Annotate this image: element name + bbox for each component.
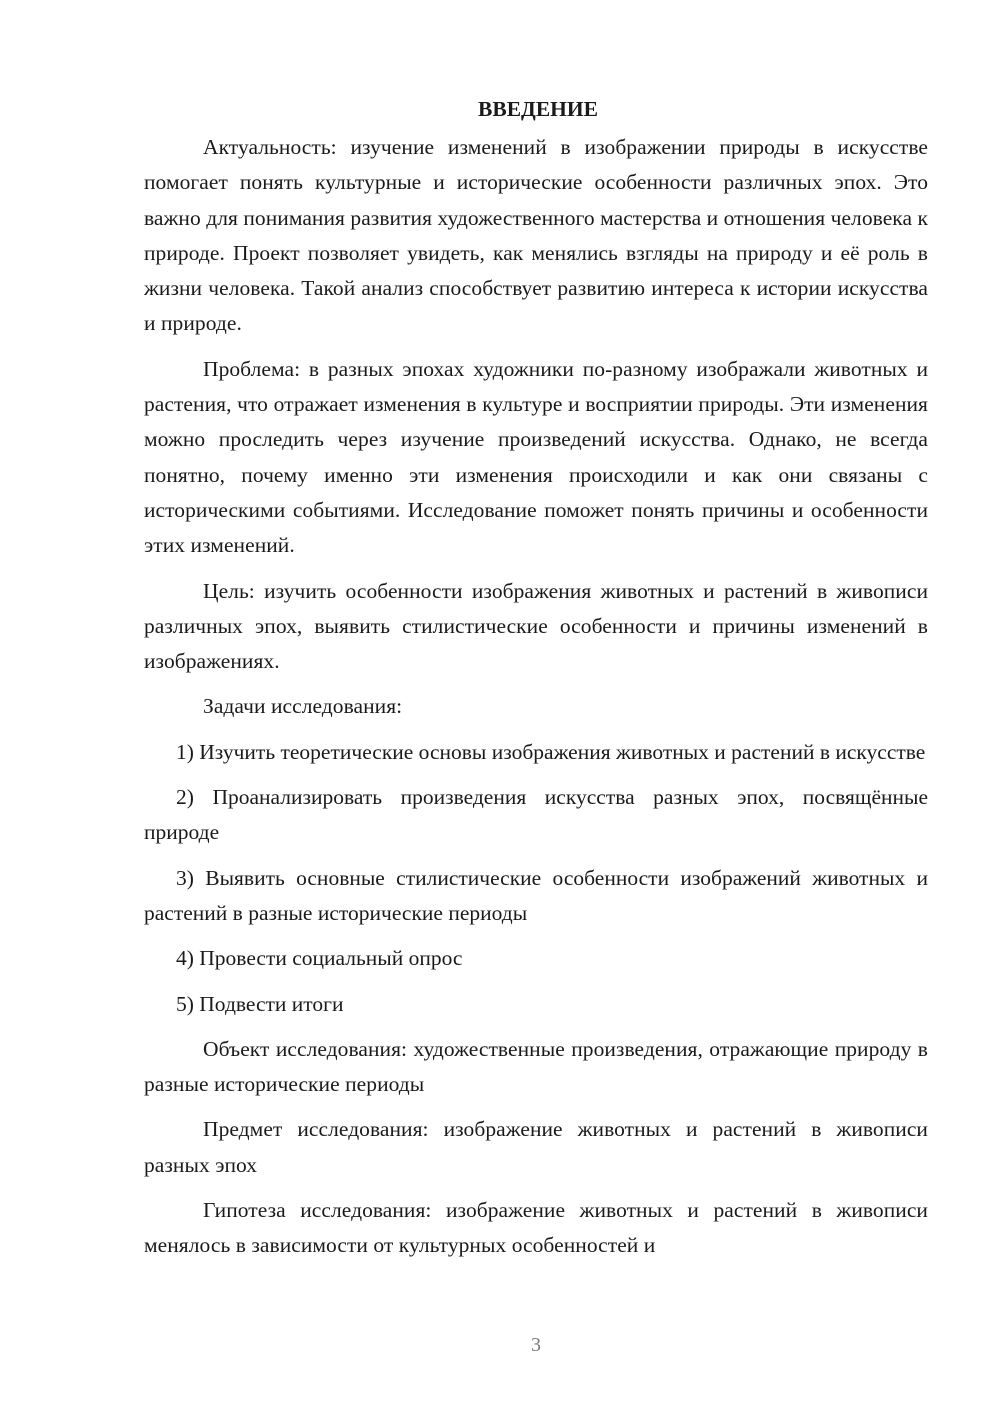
paragraph-object: Объект исследования: художественные произведения, отражающие природу в разные исторические периоды bbox=[144, 1036, 928, 1097]
task-item-2: 2) Проанализировать произведения искусства разных эпох, посвящённые природе bbox=[144, 785, 928, 845]
paragraph-goal: Цель: изучить особенности изображения животных и растений в живописи различных эпох, выявить стилистические особенности и причины изменений в изображениях. bbox=[144, 578, 928, 674]
paragraph-problem: Проблема: в разных эпохах художники по-разному изображали животных и растения, что отражает изменения в культуре и восприятии природы. Эти изменения можно проследить через изучение произведений искусства. Однако, не всегда понятно, почему именно эти изменения происходили и как они связаны с историческими событиями. Исследование поможет понять причины и особенности этих изменений. bbox=[144, 356, 928, 558]
section-title: ВВЕДЕНИЕ bbox=[478, 97, 598, 121]
page-number: 3 bbox=[531, 1334, 541, 1356]
page-content bbox=[144, 92, 928, 1274]
task-item-5: 5) Подвести итоги bbox=[176, 991, 344, 1016]
tasks-heading: Задачи исследования: bbox=[203, 694, 403, 719]
paragraph-subject: Предмет исследования: изображение животных и растений в живописи разных эпох bbox=[144, 1117, 928, 1177]
paragraph-relevance: Актуальность: изучение изменений в изображении природы в искусстве помогает понять культурные и исторические особенности различных эпох. Это важно для понимания развития художественного мастерства и отношения человека к природе. Проект позволяет увидеть, как менялись взгляды на природу и её роль в жизни человека. Такой анализ способствует развитию интереса к истории искусства и природе. bbox=[144, 135, 928, 336]
task-item-3: 3) Выявить основные стилистические особенности изображений животных и растений в разные исторические периоды bbox=[144, 865, 928, 925]
task-item-4: 4) Провести социальный опрос bbox=[176, 946, 463, 971]
paragraph-hypothesis: Гипотеза исследования: изображение животных и растений в живописи менялось в зависимости от культурных особенностей и bbox=[144, 1198, 928, 1258]
task-item-1: 1) Изучить теоретические основы изображения животных и растений в искусстве bbox=[176, 739, 926, 764]
